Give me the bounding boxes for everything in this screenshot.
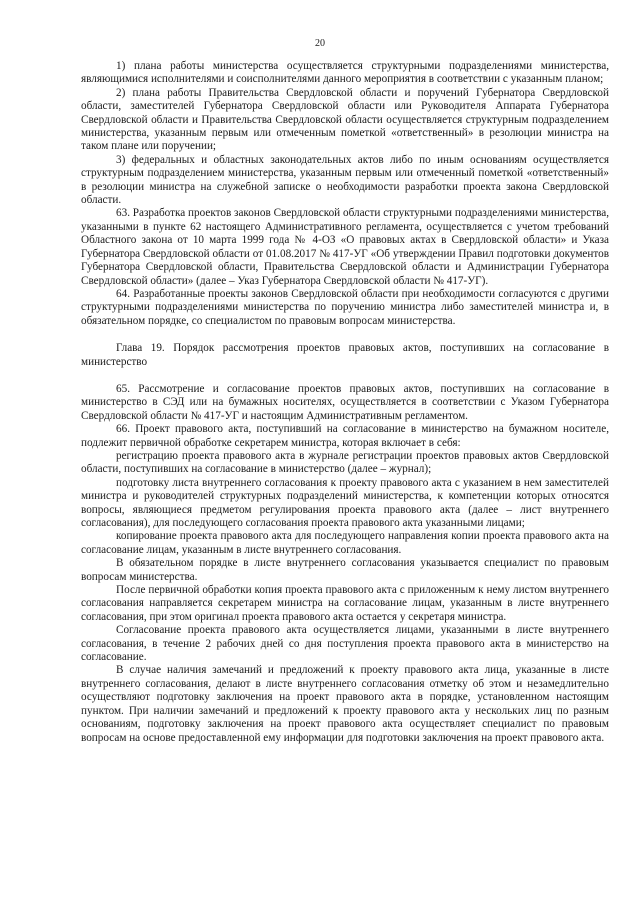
paragraph-registration: регистрацию проекта правового акта в журнале регистрации проектов правовых актов Свердловской области, поступивших на согласование в министерство (далее – журнал);: [81, 449, 609, 476]
paragraph-legal-specialist: В обязательном порядке в листе внутреннего согласования указывается специалист по правовым вопросам министерства.: [81, 557, 609, 583]
paragraph-item-3: 3) федеральных и областных законодательных актов либо по иным основаниям осуществляется структурным подразделением министерства, указанным первым или отмеченный пометкой «ответственный» в резолюции министра на служебной записке о необходимости разработки проекта закона Свердловской области.: [81, 153, 609, 207]
paragraph-approval-term: Согласование проекта правового акта осуществляется лицами, указанными в листе внутреннего согласования, в течение 2 рабочих дней со дня поступления проекта правового акта в министерство на согласование.: [81, 624, 609, 664]
paragraph-item-2: 2) плана работы Правительства Свердловской области и поручений Губернатора Свердловской области, заместителей Губернатора Свердловской области или Руководителя Аппарата Губернатора Свердловской области и Правительства Свердловской области осуществляется структурным подразделением министерства, указанным первым или отмеченным пометкой «ответственный» в резолюции министра на таком плане или поручении;: [81, 86, 609, 153]
document-body: [81, 60, 609, 745]
paragraph-approval-sheet: подготовку листа внутреннего согласования к проекту правового акта с указанием в нем заместителей министра и руководителей структурных подразделений министерства, к компетенции которых относятся вопросы, являющиеся предметом регулирования проекта правового акта (далее – лист внутреннего согласования), для последующего согласования проекта правового акта указанными лицами;: [81, 476, 609, 529]
page-number: 20: [315, 38, 325, 49]
chapter-heading: Глава 19. Порядок рассмотрения проектов правовых актов, поступивших на согласование в министерство: [81, 342, 609, 368]
paragraph-item-1: 1) плана работы министерства осуществляется структурными подразделениями министерства, являющимися исполнителями и соисполнителями данного мероприятия в соответствии с указанным планом;: [81, 60, 609, 86]
paragraph-copying: копирование проекта правового акта для последующего направления копии проекта правового акта на согласование лицам, указанным в листе внутреннего согласования.: [81, 530, 609, 556]
paragraph-65: 65. Рассмотрение и согласование проектов правовых актов, поступивших на согласование в министерство в СЭД или на бумажных носителях, осуществляется в соответствии с Указом Губернатора Свердловской области № 417-УГ и настоящим Административным регламентом.: [81, 382, 609, 422]
paragraph-63: 63. Разработка проектов законов Свердловской области структурными подразделениями министерства, указанными в пункте 62 настоящего Административного регламента, осуществляется с учетом требований Областного закона от 10 марта 1999 года № 4-ОЗ «О правовых актах в Свердловской области» и Указа Губернатора Свердловской области от 01.08.2017 № 417-УГ «Об утверждении Правил подготовки документов Губернатора Свердловской области, Правительства Свердловской области и Администрации Губернатора Свердловской области» (далее – Указ Губернатора Свердловской области № 417-УГ).: [81, 207, 609, 287]
paragraph-64: 64. Разработанные проекты законов Свердловской области при необходимости согласуются с другими структурными подразделениями министерства по поручению министра либо заместителей министра и, в обязательном порядке, со специалистом по правовым вопросам министерства.: [81, 287, 609, 327]
paragraph-66: 66. Проект правового акта, поступивший на согласование в министерство на бумажном носителе, подлежит первичной обработке секретарем министра, которая включает в себя:: [81, 423, 609, 449]
paragraph-after-processing: После первичной обработки копия проекта правового акта с приложенным к нему листом внутреннего согласования направляется секретарем министра на согласование лицам, указанным в листе внутреннего согласования, при этом оригинал проекта правового акта остается у секретаря министра.: [81, 584, 609, 623]
paragraph-remarks: В случае наличия замечаний и предложений к проекту правового акта лица, указанные в листе внутреннего согласования, делают в листе внутреннего согласования отметку об этом и незамедлительно осуществляют подготовку заключения на проект правового акта в порядке, установленном настоящим пунктом. При наличии замечаний и предложений к проекту правового акта у нескольких лиц по разным основаниям, подготовку заключения на проект правового акта осуществляет специалист по правовым вопросам на основе предоставленной ему информации для подготовки заключения на проект правового акта.: [81, 664, 609, 744]
